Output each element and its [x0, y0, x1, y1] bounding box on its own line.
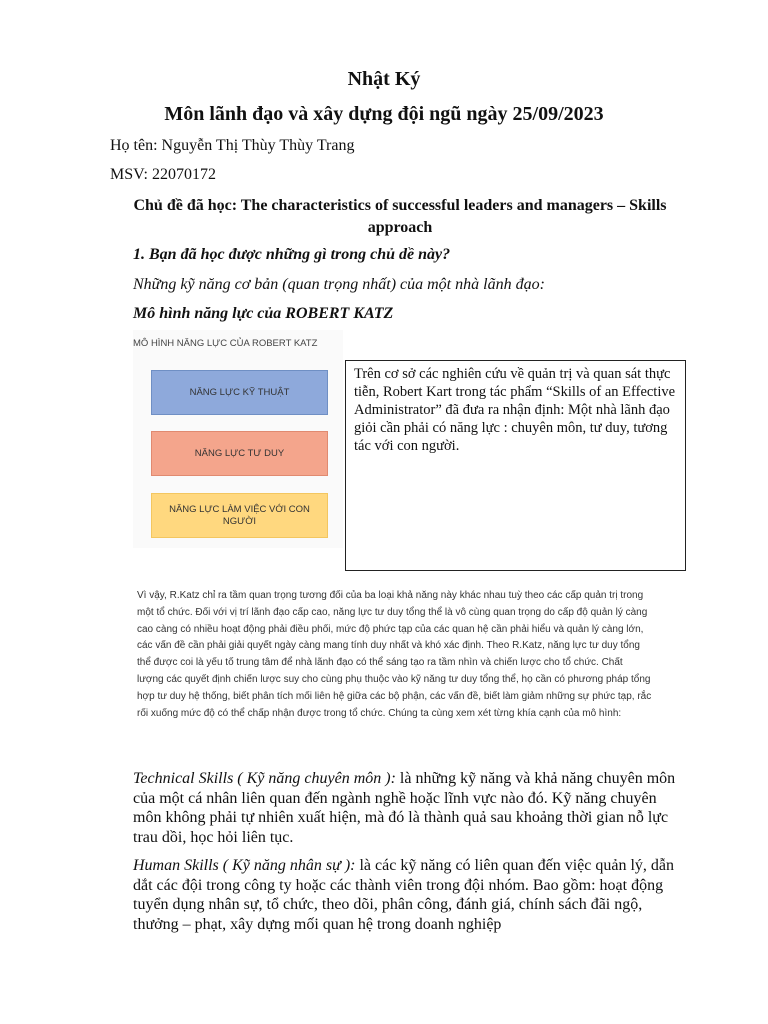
technical-skills-paragraph: [133, 769, 678, 847]
skills-intro: Những kỹ năng cơ bản (quan trọng nhất) của một nhà lãnh đạo:: [133, 276, 545, 293]
document-title: Nhật Ký: [347, 68, 421, 90]
conceptual-skill-box: NĂNG LỰC TƯ DUY: [151, 431, 328, 476]
model-heading: Mô hình năng lực của ROBERT KATZ: [133, 305, 394, 322]
technical-skill-box: NĂNG LỰC KỸ THUẬT: [151, 370, 328, 415]
human-skills-term: Human Skills ( Kỹ năng nhân sự ):: [133, 857, 356, 874]
katz-textbox: Trên cơ sở các nghiên cứu về quản trị và quan sát thực tiễn, Robert Kart trong tác phẩm “Skills of an Effective Administrator” đã đưa ra nhận định: Một nhà lãnh đạo giỏi cần phải có năng lực : chuyên môn, tư duy, tương tác với con người.: [345, 360, 686, 571]
student-id: MSV: 22070172: [110, 166, 216, 183]
technical-skills-term: Technical Skills ( Kỹ năng chuyên môn ):: [133, 770, 396, 787]
human-skills-paragraph: [133, 856, 678, 934]
document-subtitle: Môn lãnh đạo và xây dựng đội ngũ ngày 25/09/2023: [164, 103, 604, 125]
question-heading: 1. Bạn đã học được những gì trong chủ dề này?: [133, 246, 451, 263]
technical-skills-text: là những kỹ năng và khả năng chuyên môn của một cá nhân liên quan đến ngành nghề hoặc lĩnh vực nào đó. Kỹ năng chuyên môn không phải tự nhiên xuất hiện, mà đó là thành quả sau khoảng thời gian nỗ lực trau dồi, học hỏi liên tục.: [133, 770, 676, 846]
topic-heading: Chủ đề đã học: The characteristics of successful leaders and managers – Skills approach: [133, 197, 667, 236]
katz-paragraph: Vì vậy, R.Katz chỉ ra tầm quan trọng tương đối của ba loại khả năng này khác nhau tuỳ theo các cấp quản trị trong một tổ chức. Đối với vị trí lãnh đạo cấp cao, năng lực tư duy tổng thể là vô cùng quan trọng do cấp độ quản lý càng cao càng có nhiều hoạt động phải điều phối, mức độ phức tạp của các quan hệ cần phải hiểu và quản lý càng lớn, các vấn đề cần phải giải quyết ngày càng mang tính duy nhất và khó xác định. Theo R.Katz, năng lực tư duy tổng thể được coi là yếu tố trung tâm để nhà lãnh đạo có thể sáng tạo ra tầm nhìn và chiến lược cho tổ chức. Chất lượng các quyết định chiến lược suy cho cùng phụ thuộc vào kỹ năng tư duy tổng thể, họ cần có phương pháp tổng hợp tư duy hệ thống, biết phân tích mối liên hệ giữa các bộ phận, các vấn đề, biết làm giảm những sự phức tạp, rắc rối xuống mức độ có thể chấp nhận được trong tổ chức. Chúng ta cùng xem xét từng khía cạnh của mô hình:: [137, 590, 652, 719]
student-name: Họ tên: Nguyễn Thị Thùy Thùy Trang: [110, 137, 355, 154]
figure-title: MÔ HÌNH NĂNG LỰC CỦA ROBERT KATZ: [133, 338, 318, 349]
human-skill-box: NĂNG LỰC LÀM VIỆC VỚI CON NGƯỜI: [151, 493, 328, 538]
human-skills-text: là các kỹ năng có liên quan đến việc quản lý, dẫn dắt các đội trong công ty hoặc các thành viên trong đội nhóm. Bao gồm: hoạt động tuyển dụng nhân sự, tổ chức, theo dõi, phân công, đánh giá, chính sách đãi ngộ, thưởng – phạt, xây dựng mối quan hệ trong doanh nghiệp: [133, 857, 675, 933]
